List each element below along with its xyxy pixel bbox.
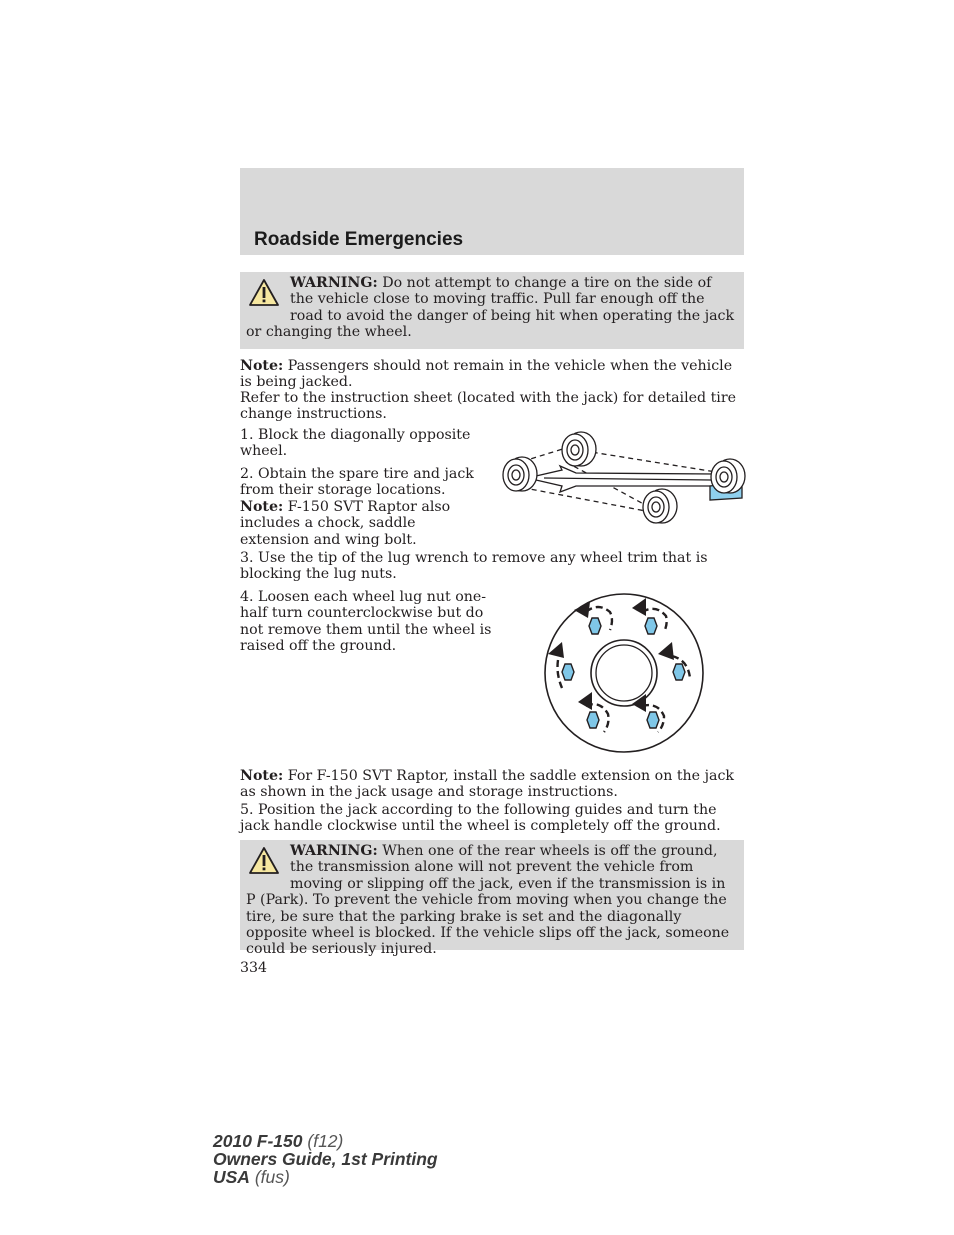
section-header: [240, 168, 744, 255]
footer-model: 2010 F-150: [213, 1131, 303, 1151]
lug-nut-loosen-diagram: [540, 590, 708, 756]
step-2-note-label: Note:: [240, 498, 284, 515]
footer-market-line: [213, 1168, 438, 1186]
wheel-front-right-blocked: [710, 459, 745, 500]
note-label: Note:: [240, 358, 284, 374]
warning-label: WARNING:: [290, 275, 378, 291]
wheel-rear-left: [503, 457, 537, 491]
section-title: Roadside Emergencies: [254, 229, 464, 250]
footer-market: USA: [213, 1167, 250, 1187]
step-5: 5. Position the jack according to the following guides and turn the jack handle clockwise until the wheel is completely off the ground.: [240, 802, 721, 835]
step-2-text: 2. Obtain the spare tire and jack from their storage locations.: [240, 466, 474, 499]
wheel-rear-right: [643, 489, 677, 523]
step-3: 3. Use the tip of the lug wrench to remove any wheel trim that is blocking the lug nuts.: [240, 550, 708, 583]
warning-triangle-icon: [248, 278, 280, 308]
warning-label: WARNING:: [290, 843, 378, 859]
footer-model-line: [213, 1132, 438, 1150]
footer-market-code: (fus): [249, 1167, 290, 1187]
note-text: Passengers should not remain in the vehicle when the vehicle is being jacked.: [240, 358, 733, 391]
wheel-front-left: [562, 432, 596, 466]
document-footer: [213, 1132, 438, 1186]
note-raptor-saddle: [240, 768, 740, 801]
warning-box-jack: [240, 840, 744, 958]
wheel-block-diagram: [496, 428, 748, 528]
warning-text: When one of the rear wheels is off the ground, the transmission alone will not prevent the vehicle from moving or slipping off the jack, even if the transmission is in P (Park). To prevent the vehicle from moving when you change the tire, be sure that the parking brake is set and the diagonally opposite wheel is blocked. If the vehicle slips off the jack, someone could be seriously injured.: [246, 843, 730, 958]
step-2-note-text: F-150 SVT Raptor also includes a chock, saddle extension and wing bolt.: [240, 498, 451, 548]
footer-guide-line: Owners Guide, 1st Printing: [213, 1149, 438, 1169]
note-text: For F-150 SVT Raptor, install the saddle extension on the jack as shown in the jack usage and storage instructions.: [240, 768, 734, 801]
footer-model-code: (f12): [302, 1131, 344, 1151]
page-number: 334: [240, 960, 268, 976]
note-label: Note:: [240, 768, 284, 784]
warning-triangle-icon: [248, 846, 280, 876]
step-1: 1. Block the diagonally opposite wheel.: [240, 427, 471, 460]
note-passengers: [240, 358, 740, 391]
step-4: 4. Loosen each wheel lug nut one-half turn counterclockwise but do not remove them until the wheel is raised off the ground.: [240, 589, 492, 655]
refer-instruction-text: Refer to the instruction sheet (located with the jack) for detailed tire change instructions.: [240, 390, 737, 423]
warning-box-traffic: [240, 272, 744, 349]
step-2: [240, 466, 483, 548]
warning-text: Do not attempt to change a tire on the side of the vehicle close to moving traffic. Pull far enough off the road to avoid the danger of being hit when operating the jack or changing the wheel.: [246, 275, 735, 341]
